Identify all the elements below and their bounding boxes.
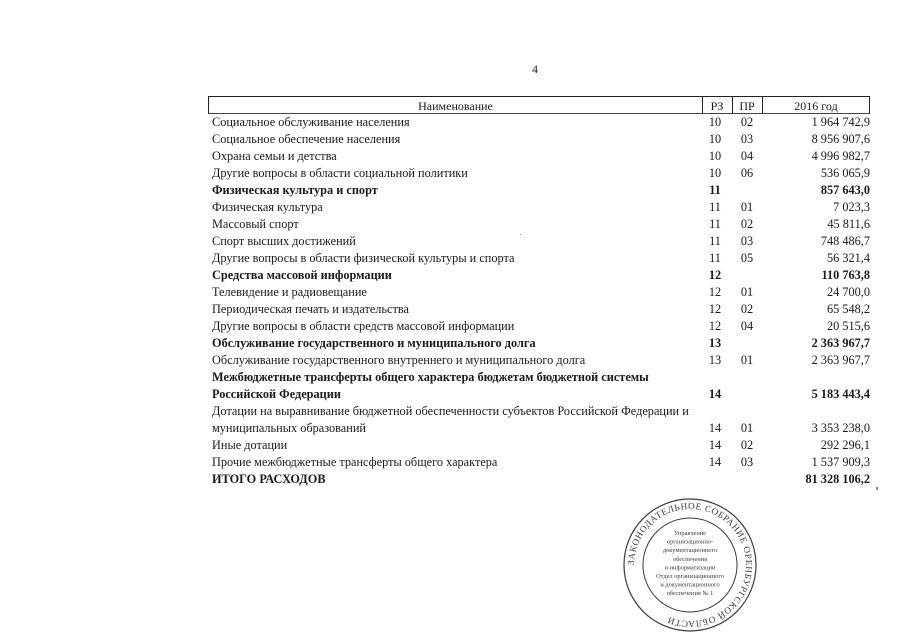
row-rz: 14 [708, 438, 722, 452]
seal-inner-line: Управление [673, 530, 707, 537]
row-rz: 10 [708, 149, 722, 163]
row-rz: 14 [708, 421, 722, 435]
row-value: 4 996 982,7 [811, 149, 870, 163]
row-name: Телевидение и радиовещание [212, 285, 367, 299]
table-row [208, 216, 870, 233]
row-pr: 06 [740, 166, 754, 180]
row-pr: 01 [740, 285, 754, 299]
row-pr: 03 [740, 455, 754, 469]
header-name: Наименование [209, 97, 703, 113]
row-name: Социальное обслуживание населения [212, 115, 410, 129]
table-row [208, 199, 870, 216]
row-value: 20 515,6 [826, 319, 870, 333]
header-pr: ПР [732, 97, 763, 113]
table-row [208, 250, 870, 267]
row-name: Иные дотации [212, 438, 288, 452]
row-value: 45 811,6 [827, 217, 870, 231]
row-value: 536 065,9 [820, 166, 870, 180]
row-pr: 01 [740, 200, 754, 214]
row-value: 292 296,1 [820, 438, 870, 452]
seal-inner-line: и информатизации [664, 564, 716, 572]
row-value: 748 486,7 [820, 234, 870, 248]
row-rz: 10 [708, 115, 722, 129]
table-row [208, 284, 870, 301]
seal-inner-line: организационно- [666, 538, 714, 546]
row-name: Дотации на выравнивание бюджетной обеспеченности субъектов Российской Федерации и муниципальных образований [212, 404, 689, 435]
seal-outer-text: ЗАКОНОДАТЕЛЬНОЕ СОБРАНИЕ ОРЕНБУРГСКОЙ ОБЛАСТИ [625, 500, 755, 630]
table-row [208, 165, 870, 182]
table-body [208, 114, 870, 488]
page-number: 4 [532, 62, 538, 76]
row-rz: 11 [709, 200, 721, 214]
table-row [208, 301, 870, 318]
table-row [208, 437, 870, 454]
row-pr: 03 [740, 234, 754, 248]
row-name: Физическая культура [212, 200, 323, 214]
table-row [208, 148, 870, 165]
row-rz: 13 [708, 336, 722, 350]
table-row [208, 182, 870, 199]
row-value: 2 363 967,7 [811, 353, 870, 367]
row-name: Обслуживание государственного внутреннего и муниципального долга [212, 353, 586, 367]
row-rz: 11 [709, 234, 721, 248]
row-name: Средства массовой информации [212, 268, 392, 282]
row-pr: 02 [740, 115, 754, 129]
row-name: Обслуживание государственного и муниципального долга [212, 336, 536, 350]
seal-inner-line: обеспечения № 1 [666, 590, 714, 598]
row-name: Межбюджетные трансферты общего характера бюджетам бюджетной системы Российской Федерации [212, 370, 649, 401]
row-value: 110 763,8 [821, 268, 870, 282]
row-rz: 13 [708, 353, 722, 367]
table-row [208, 335, 870, 352]
scan-speck [520, 234, 521, 235]
seal-inner-line: документационного [662, 547, 718, 555]
row-name: Другие вопросы в области социальной политики [212, 166, 468, 180]
row-pr: 04 [740, 149, 754, 163]
row-name: Охрана семьи и детства [212, 149, 337, 163]
header-rz: РЗ [702, 97, 733, 113]
table-header [208, 96, 870, 114]
budget-table [208, 96, 870, 488]
row-name: Периодическая печать и издательства [212, 302, 409, 316]
table-row [208, 369, 870, 403]
table-row [208, 233, 870, 250]
row-name: Физическая культура и спорт [212, 183, 378, 197]
row-value: 7 023,3 [833, 200, 870, 214]
row-pr: 01 [740, 421, 754, 435]
row-name: Спорт высших достижений [212, 234, 356, 248]
row-value: 1 537 909,3 [811, 455, 870, 469]
row-rz: 11 [709, 251, 721, 265]
row-value: 65 548,2 [826, 302, 870, 316]
seal-inner-line: и документационного [660, 581, 720, 589]
table-row [208, 471, 870, 488]
row-value: 5 183 443,4 [811, 387, 870, 401]
row-value: 8 956 907,6 [811, 132, 870, 146]
table-row [208, 352, 870, 369]
row-name: Массовый спорт [212, 217, 299, 231]
row-value: 24 700,0 [826, 285, 870, 299]
table-row [208, 131, 870, 148]
row-rz: 10 [708, 132, 722, 146]
row-name: ИТОГО РАСХОДОВ [212, 472, 326, 486]
row-value: 857 643,0 [820, 183, 870, 197]
row-rz: 12 [708, 268, 722, 282]
row-name: Социальное обеспечение населения [212, 132, 401, 146]
official-seal [622, 497, 758, 633]
row-pr: 05 [740, 251, 754, 265]
row-rz: 14 [708, 387, 722, 401]
row-rz: 14 [708, 455, 722, 469]
table-row [208, 114, 870, 131]
row-value: 81 328 106,2 [805, 472, 870, 486]
table-row [208, 267, 870, 284]
row-value: 2 363 967,7 [811, 336, 870, 350]
table-row [208, 318, 870, 335]
row-pr: 02 [740, 438, 754, 452]
row-rz: 12 [708, 302, 722, 316]
row-name: Другие вопросы в области средств массовой информации [212, 319, 515, 333]
row-pr: 02 [740, 302, 754, 316]
row-value: 56 321,4 [826, 251, 870, 265]
seal-inner-line: Отдел организационного [656, 573, 724, 580]
row-name: Прочие межбюджетные трансферты общего характера [212, 455, 498, 469]
row-rz: 10 [708, 166, 722, 180]
header-year: 2016 год [794, 99, 838, 113]
row-name: Другие вопросы в области физической культуры и спорта [212, 251, 515, 265]
row-rz: 11 [709, 217, 721, 231]
table-row [208, 454, 870, 471]
row-rz: 12 [708, 285, 722, 299]
scan-speck [876, 487, 878, 490]
row-value: 1 964 742,9 [811, 115, 870, 129]
seal-inner-line: обеспечения [672, 555, 708, 563]
row-pr: 01 [740, 353, 754, 367]
row-pr: 02 [740, 217, 754, 231]
table-row [208, 403, 870, 437]
row-rz: 11 [709, 183, 721, 197]
row-rz: 12 [708, 319, 722, 333]
row-pr: 03 [740, 132, 754, 146]
row-value: 3 353 238,0 [811, 421, 870, 435]
row-pr: 04 [740, 319, 754, 333]
